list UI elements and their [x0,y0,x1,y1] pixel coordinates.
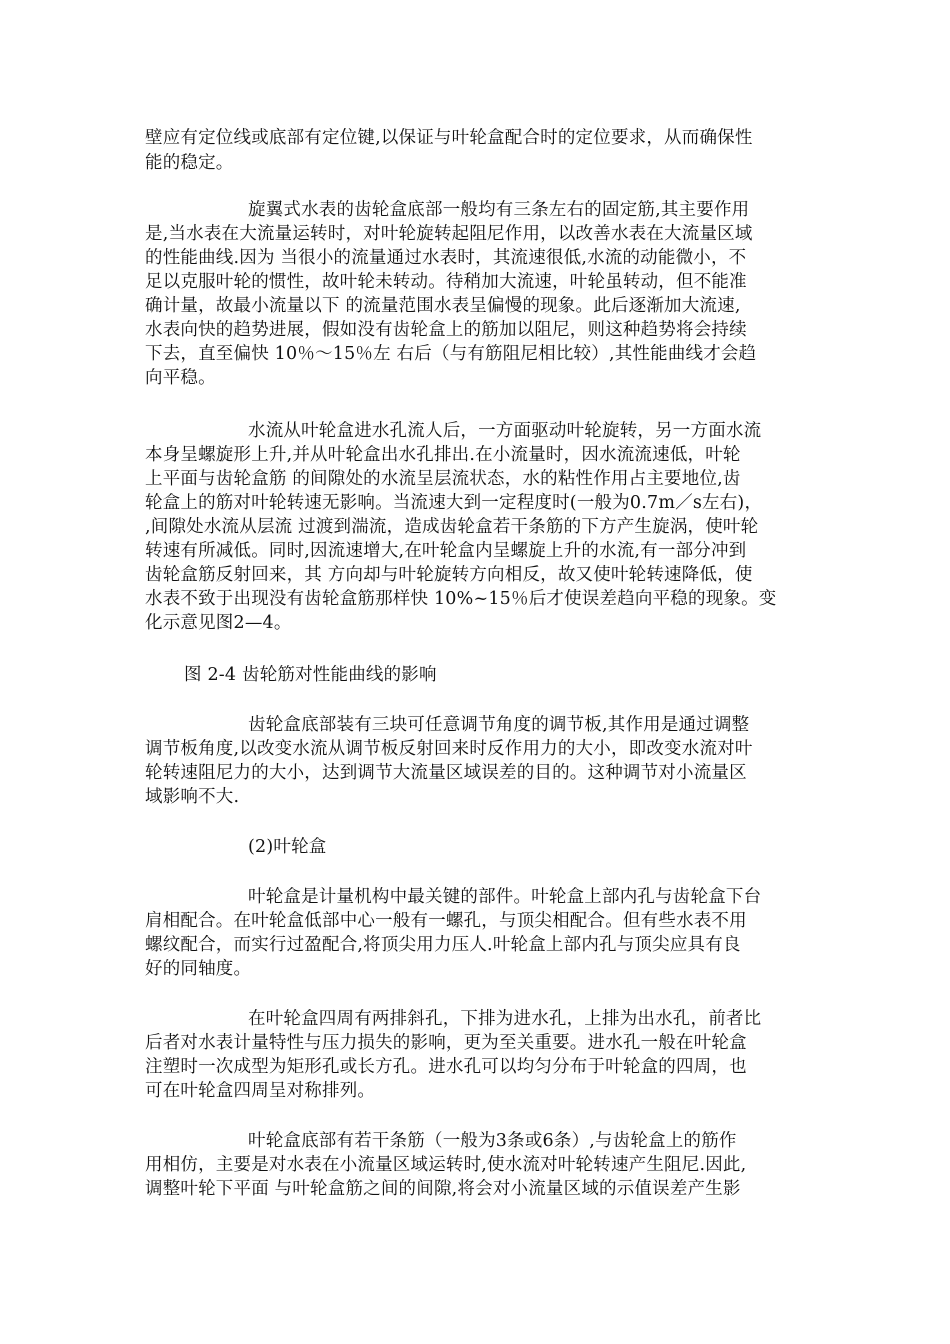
paragraph-line: 确计量，故最小流量以下 的流量范围水表呈偏慢的现象。此后逐渐加大流速, [145,296,741,316]
paragraph-line: 的性能曲线.因为 当很小的流量通过水表时，其流速很低,水流的动能微小，不 [145,248,747,268]
paragraph-line: 调节板角度,以改变水流从调节板反射回来时反作用力的大小，即改变水流对叶 [145,739,753,759]
paragraph-line: 域影响不大. [145,787,240,807]
paragraph-line: 可在叶轮盒四周呈对称排列。 [145,1081,376,1101]
paragraph-line: 转速有所减低。同时,因流速增大,在叶轮盒内呈螺旋上升的水流,有一部分冲到 [145,541,747,561]
paragraph-line: 轮盒上的筋对叶轮转速无影响。当流速大到一定程度时(一般为0.7m／s左右)， [145,493,763,513]
paragraph-line: 水流从叶轮盒进水孔流人后，一方面驱动叶轮旋转，另一方面水流 [248,421,762,441]
paragraph-line: 叶轮盒是计量机构中最关键的部件。叶轮盒上部内孔与齿轮盒下台 [248,887,762,907]
paragraph-line: 旋翼式水表的齿轮盒底部一般均有三条左右的固定筋,其主要作用 [248,200,750,220]
paragraph-line: 化示意见图2—4。 [145,613,292,633]
paragraph-line: 在叶轮盒四周有两排斜孔，下排为进水孔，上排为出水孔，前者比 [248,1009,762,1029]
paragraph-line: 轮转速阻尼力的大小，达到调节大流量区域误差的目的。这种调节对小流量区 [145,763,747,783]
paragraph-line: 壁应有定位线或底部有定位键,以保证与叶轮盒配合时的定位要求，从而确保性 [145,128,753,148]
paragraph-line: 水表不致于出现没有齿轮盒筋那样快 10%~15％后才使误差趋向平稳的现象。变 [145,589,777,609]
paragraph-line: 水表向快的趋势进展，假如没有齿轮盒上的筋加以阻尼，则这种趋势将会持续 [145,320,747,340]
paragraph-line: 好的同轴度。 [145,959,252,979]
paragraph-line: 本身呈螺旋形上升,并从叶轮盒出水孔排出.在小流量时，因水流流速低，叶轮 [145,445,741,465]
figure-caption: 图 2-4 齿轮筋对性能曲线的影响 [184,665,437,685]
paragraph-line: 后者对水表计量特性与压力损失的影响，更为至关重要。进水孔一般在叶轮盒 [145,1033,747,1053]
paragraph-line: 向平稳。 [145,368,216,388]
paragraph-line: 用相仿，主要是对水表在小流量区域运转时,使水流对叶轮转速产生阻尼.因此, [145,1155,747,1175]
paragraph-line: 齿轮盒筋反射回来，其 方向却与叶轮旋转方向相反，故又使叶轮转速降低，使 [145,565,753,585]
paragraph-line: 螺纹配合，而实行过盈配合,将顶尖用力压人.叶轮盒上部内孔与顶尖应具有良 [145,935,741,955]
paragraph-line: 是,当水表在大流量运转时，对叶轮旋转起阻尼作用，以改善水表在大流量区域 [145,224,753,244]
paragraph-line: 上平面与齿轮盒筋 的间隙处的水流呈层流状态，水的粘性作用占主要地位,齿 [145,469,741,489]
section-heading: (2)叶轮盒 [248,837,327,857]
paragraph-line: 注塑时一次成型为矩形孔或长方孔。进水孔可以均匀分布于叶轮盒的四周，也 [145,1057,747,1077]
paragraph-line: 齿轮盒底部装有三块可任意调节角度的调节板,其作用是通过调整 [248,715,750,735]
paragraph-line: 肩相配合。在叶轮盒低部中心一般有一螺孔，与顶尖相配合。但有些水表不用 [145,911,747,931]
paragraph-line: 调整叶轮下平面 与叶轮盒筋之间的间隙,将会对小流量区域的示值误差产生影 [145,1179,741,1199]
paragraph-line: 足以克服叶轮的惯性，故叶轮未转动。待稍加大流速，叶轮虽转动，但不能准 [145,272,747,292]
paragraph-line: 叶轮盒底部有若干条筋（一般为3条或6条）,与齿轮盒上的筋作 [248,1131,737,1151]
paragraph-line: 下去，直至偏快 10％～15％左 右后（与有筋阻尼相比较）,其性能曲线才会趋 [145,344,757,364]
paragraph-line: ,间隙处水流从层流 过渡到湍流，造成齿轮盒若干条筋的下方产生旋涡，使叶轮 [145,517,759,537]
paragraph-line: 能的稳定。 [145,153,234,173]
